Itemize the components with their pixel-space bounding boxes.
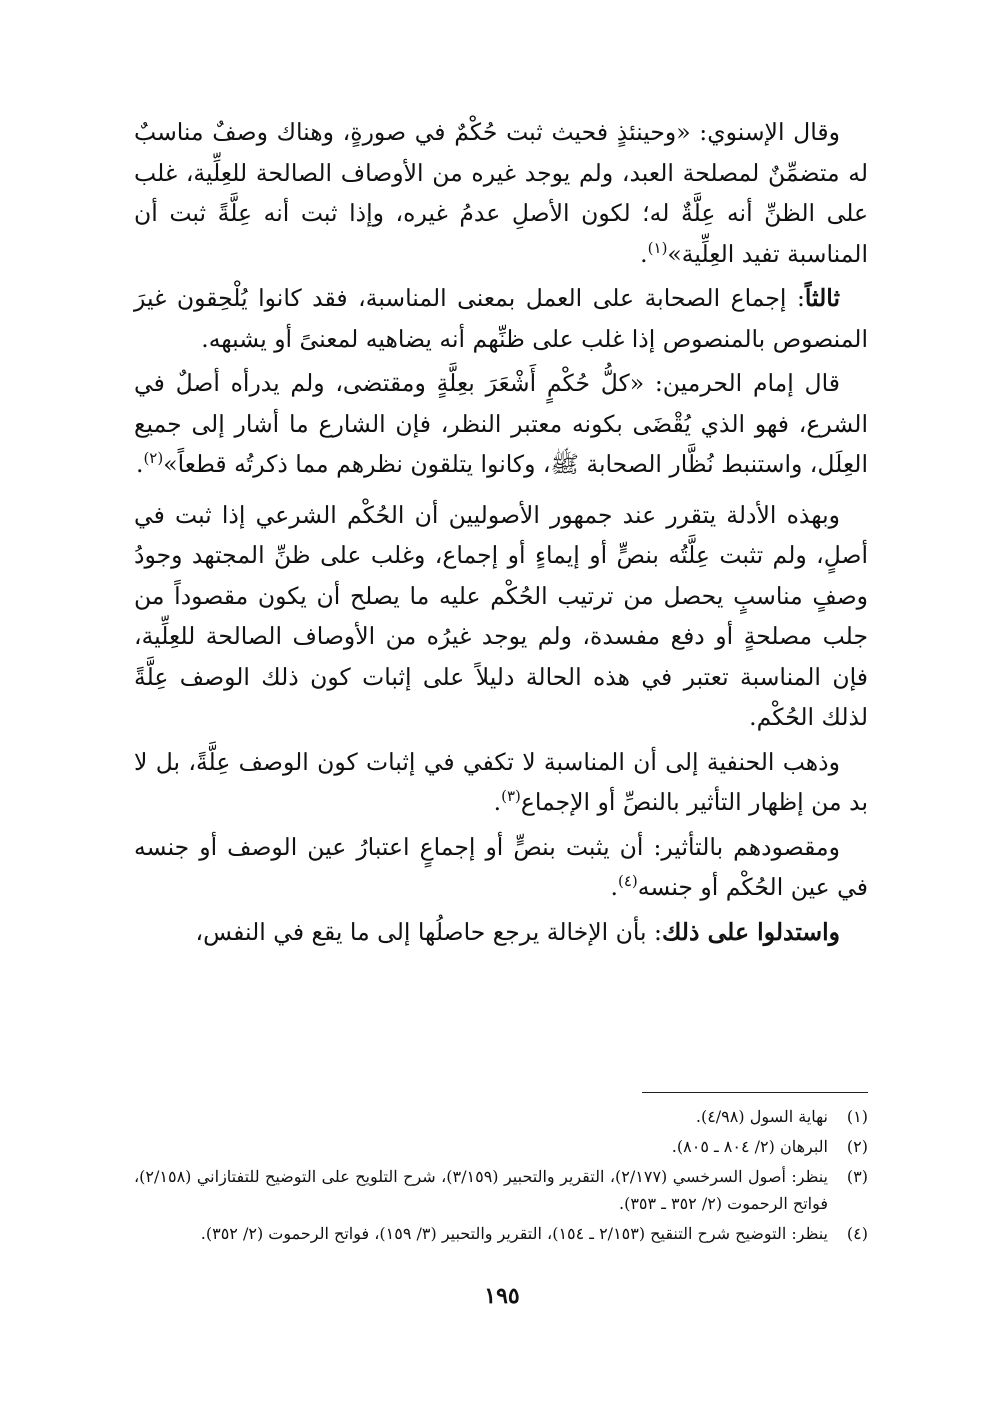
footnote-number: (٢) bbox=[846, 1137, 868, 1156]
paragraph-text: : إجماع الصحابة على العمل بمعنى المناسبة، فقد كانوا يُلْحِقون غيرَ المنصوص بالمنصوص إذا غلب على ظنِّهم أنه يضاهيه لمعنىً أو يشبهه. bbox=[134, 284, 868, 353]
page-number: ١٩٥ bbox=[484, 1283, 520, 1309]
paragraph-third-proof bbox=[134, 278, 868, 359]
paragraph-text: ومقصودهم بالتأثير: أن يثبت بنصٍّ أو إجماعٍ اعتبارُ عين الوصف أو جنسه في عين الحُكْم أو جنسه bbox=[134, 832, 868, 901]
footnotes bbox=[134, 1103, 868, 1250]
footnote-number: (٣) bbox=[846, 1167, 868, 1186]
footnote-number: (٤) bbox=[846, 1224, 868, 1243]
footnote-ref-3: (٣) bbox=[501, 787, 521, 806]
footnote-number: (١) bbox=[846, 1107, 868, 1126]
main-text bbox=[134, 112, 868, 956]
paragraph-tail: . bbox=[640, 239, 648, 268]
paragraph-tail: . bbox=[610, 873, 618, 901]
paragraph-conclusion bbox=[134, 495, 868, 738]
footnote-ref-4: (٤) bbox=[617, 872, 638, 891]
paragraph-lead: واستدلوا على ذلك bbox=[661, 917, 840, 946]
footnote-text: ينظر: التوضيح شرح التنقيح (٢/١٥٣ ـ ١٥٤)، التقرير والتحبير (٣/ ١٥٩)، فواتح الرحموت (٢/ ٣٥٢). bbox=[200, 1224, 828, 1243]
paragraph-text: قال إمام الحرمين: «كلُّ حُكْمٍ أَشْعَرَ بعِلَّةٍ ومقتضى، ولم يدرأه أصلٌ في الشرع، فهو الذي يُقْضَى بكونه معتبر النظر، فإن الشارع ما أشار إلى جميع العِلَل، واستنبط نُظَّار الصحابة ﷺ، وكانوا يتلقون نظرهم مما ذكرتُه قطعاً» bbox=[134, 369, 868, 478]
paragraph-evidence bbox=[134, 912, 868, 953]
paragraph-tail: . bbox=[135, 450, 144, 478]
footnote-item bbox=[134, 1220, 868, 1247]
footnote-item bbox=[134, 1133, 868, 1160]
footnote-text: البرهان (٢/ ٨٠٤ ـ ٨٠٥). bbox=[671, 1137, 828, 1156]
paragraph-lead: ثالثاً bbox=[804, 284, 840, 312]
footnote-divider bbox=[642, 1092, 868, 1093]
footnote-ref-2: (٢) bbox=[143, 449, 164, 468]
footnote-ref-1: (١) bbox=[647, 238, 668, 257]
footnote-item bbox=[134, 1163, 868, 1217]
paragraph-tathir-meaning bbox=[134, 827, 868, 908]
paragraph-hanafi-view bbox=[134, 742, 868, 823]
paragraph-text: وقال الإسنوي: «وحينئذٍ فحيث ثبت حُكْمٌ في صورةٍ، وهناك وصفٌ مناسبٌ له متضمِّنٌ لمصلحة العبد، ولم يوجد غيره من الأوصاف الصالحة للعِلِّية، غلب على الظنِّ أنه عِلَّةٌ له؛ لكون الأصلِ عدمُ غيره، وإذا ثبت أنه عِلَّةً ثبت أن المناسبة تفيد العِلِّية» bbox=[134, 118, 868, 268]
footnote-text: نهاية السول (٤/٩٨). bbox=[695, 1107, 828, 1126]
footnote-item bbox=[134, 1103, 868, 1130]
footnote-text: ينظر: أصول السرخسي (٢/١٧٧)، التقرير والتحبير (٣/١٥٩)، شرح التلويح على التوضيح للتفتازاني (٢/١٥٨)، فواتح الرحموت (٢/ ٣٥٢ ـ ٣٥٣). bbox=[134, 1167, 829, 1213]
paragraph-text: وذهب الحنفية إلى أن المناسبة لا تكفي في إثبات كون الوصف عِلَّةً، بل لا بد من إظهار التأثير بالنصِّ أو الإجماع bbox=[134, 747, 868, 816]
paragraph-text: : بأن الإخالة يرجع حاصلُها إلى ما يقع في النفس، bbox=[195, 917, 662, 946]
paragraph-haramain-quote bbox=[134, 363, 868, 485]
paragraph-tail: . bbox=[493, 788, 502, 816]
paragraph-isnawi-quote bbox=[134, 112, 868, 274]
paragraph-text: وبهذه الأدلة يتقرر عند جمهور الأصوليين أن الحُكْم الشرعي إذا ثبت في أصلٍ، ولم تثبت عِلَّتُه بنصٍّ أو إيماءٍ أو إجماع، وغلب على ظنِّ المجتهد وجودُ وصفٍ مناسبٍ يحصل من ترتيب الحُكْم عليه ما يصلح أن يكون مقصوداً من جلب مصلحةٍ أو دفع مفسدة، ولم يوجد غيرُه من الأوصاف الصالحة للعِلِّية، فإن المناسبة تعتبر في هذه الحالة دليلاً على إثبات كون ذلك الوصف عِلَّةً لذلك الحُكْم. bbox=[134, 500, 868, 731]
